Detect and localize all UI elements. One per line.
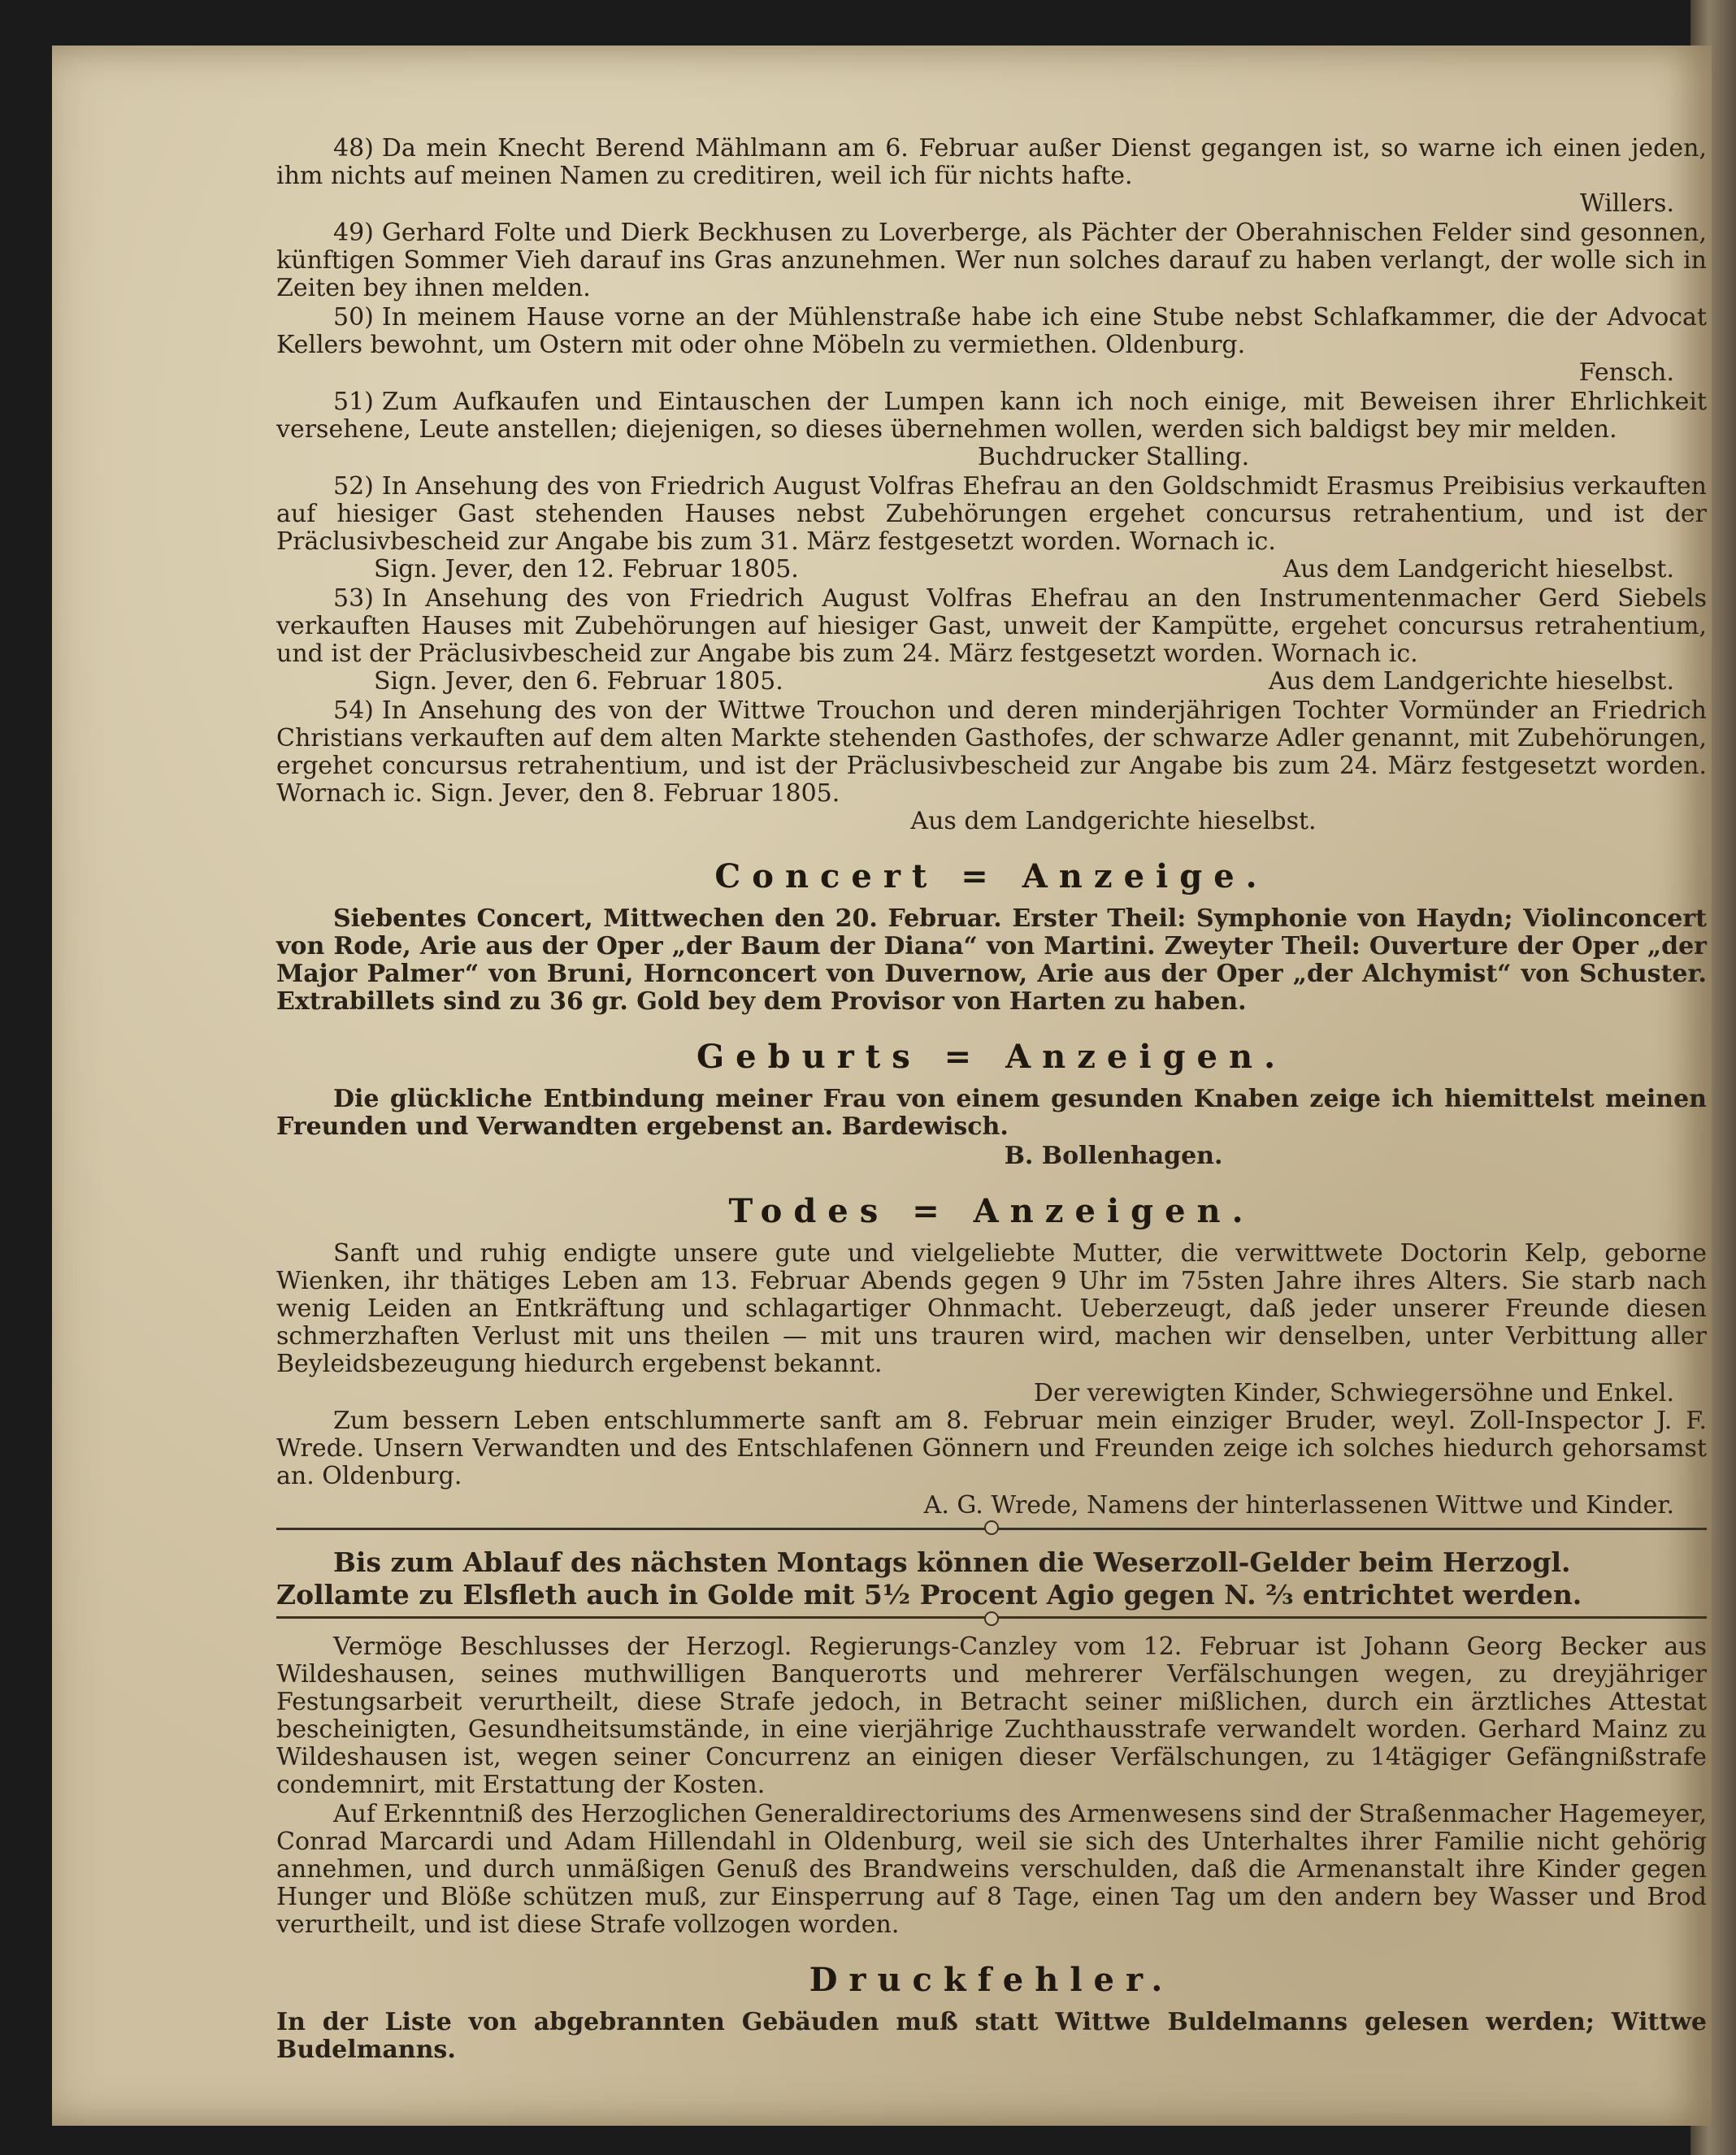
notice-signature-row xyxy=(276,556,1707,583)
notice-51 xyxy=(276,388,1707,471)
notice-53 xyxy=(276,585,1707,696)
errata-heading: Druckfehler. xyxy=(809,1961,1174,1999)
death-heading: Todes = Anzeigen. xyxy=(728,1192,1255,1230)
government-notice-2: Auf Erkenntniß des Herzoglichen Generaldirectoriums des Armenwesens sind der Straßenmacher Hagemeyer, Conrad Marcardi und Adam Hillendahl in Oldenburg, weil sie sich des Unterhaltes ihrer Familie nicht gehörig annehmen, und durch unmäßigen Genuß des Brandweins verschulden, daß die Armenanstalt ihre Kinder gegen Hunger und Blöße schützen muß, zur Einsperrung auf 8 Tage, einen Tag um den andern bey Wasser und Brod verurtheilt, und ist diese Strafe vollzogen worden. xyxy=(276,1800,1707,1939)
page-content xyxy=(276,135,1707,2066)
notice-text: In Ansehung des von der Wittwe Trouchon und deren minderjährigen Tochter Vormünder an Friedrich Christians verkauften auf dem alten Markte stehenden Gasthofes, der schwarze Adler genannt, mit Zubehörungen, ergehet concursus retrahentium, und ist der Präclusivbescheid zur Angabe bis zum 24. März festgesetzt worden. Wornach ic. Sign. Jever, den 8. Februar 1805. xyxy=(276,696,1707,808)
notice-54 xyxy=(276,697,1707,835)
divider-rule xyxy=(276,1616,1707,1619)
notice-text: Gerhard Folte und Dierk Beckhusen zu Loverberge, als Pächter der Oberahnischen Felder sind gesonnen, künftigen Sommer Vieh darauf ins Gras anzunehmen. Wer nun solches darauf zu haben verlangt, der wolle sich in Zeiten bey ihnen melden. xyxy=(276,219,1707,302)
death-notice-2: Zum bessern Leben entschlummerte sanft am 8. Februar mein einziger Bruder, weyl. Zoll-Inspector J. F. Wrede. Unsern Verwandten und des Entschlafenen Gönnern und Freunden zeige ich solches hiedurch gehorsamst an. Oldenburg. xyxy=(276,1407,1707,1490)
notice-number: 51) xyxy=(333,388,374,416)
death-notice-2-signature: A. G. Wrede, Namens der hinterlassenen Wittwe und Kinder. xyxy=(923,1491,1674,1520)
government-notice-1: Vermöge Beschlusses der Herzogl. Regierungs-Canzley vom 12. Februar ist Johann Georg Becker aus Wildeshausen, seines muthwilligen Banqueroтts und mehrerer Verfälschungen wegen, zu dreyjähriger Festungsarbeit verurtheilt, diese Strafe jedoch, in Betracht seiner mißlichen, durch ein ärztliches Attestat bescheinigten, Gesundheitsumstände, in eine vierjährige Zuchthausstrafe verwandelt worden. Gerhard Mainz zu Wildeshausen ist, wegen seiner Concurrenz an einigen dieser Verfälschungen, zu 14tägiger Gefängnißstrafe condemnirt, mit Erstattung der Kosten. xyxy=(276,1633,1707,1799)
notice-signature: Aus dem Landgerichte hieselbst. xyxy=(1268,667,1674,696)
errata-text: In der Liste von abgebrannten Gebäuden muß statt Wittwe Buldelmanns gelesen werden; Wittwe Budelmanns. xyxy=(276,2008,1707,2064)
notice-number: 48) xyxy=(333,134,374,163)
notice-text: Zum Aufkaufen und Eintauschen der Lumpen kann ich noch einige, mit Beweisen ihrer Ehrlichkeit versehene, Leute anstellen; diejenigen, so dieses übernehmen wollen, werden sich baldigst bey mir melden. xyxy=(276,388,1707,444)
newspaper-page xyxy=(52,46,1712,2126)
birth-text: Die glückliche Entbindung meiner Frau von einem gesunden Knaben zeige ich hiemittelst meinen Freunden und Verwandten ergebenst an. Bardewisch. xyxy=(276,1085,1707,1141)
birth-heading: Geburts = Anzeigen. xyxy=(697,1038,1287,1076)
notice-number: 54) xyxy=(333,696,374,725)
divider-ornament xyxy=(984,1611,999,1626)
notice-signature: Aus dem Landgericht hieselbst. xyxy=(1282,555,1674,583)
concert-text: Siebentes Concert, Mittwechen den 20. Februar. Erster Theil: Symphonie von Haydn; Violinconcert von Rode, Arie aus der Oper „der Baum der Diana“ von Martini. Zweyter Theil: Ouverture der Oper „der Major Palmer“ von Bruni, Hornconcert von Duvernow, Arie aus der Oper „der Alchymist“ von Schuster. Extrabillets sind zu 36 gr. Gold bey dem Provisor von Harten zu haben. xyxy=(276,904,1707,1016)
divider-ornament xyxy=(984,1520,999,1535)
divider-rule xyxy=(276,1528,1707,1540)
notice-signature-row xyxy=(276,668,1707,696)
notice-date: Sign. Jever, den 12. Februar 1805. xyxy=(374,555,799,583)
notice-50 xyxy=(276,304,1707,387)
notice-text: Da mein Knecht Berend Mählmann am 6. Februar außer Dienst gegangen ist, so warne ich einen jeden, ihm nichts auf meinen Namen zu creditiren, weil ich für nichts hafte. xyxy=(276,134,1707,190)
notice-text: In Ansehung des von Friedrich August Volfras Ehefrau an den Goldschmidt Erasmus Preibisius verkauften auf hiesiger Gast stehenden Hauses nebst Zubehörungen ergehet concursus retrahentium, und ist der Präclusivbescheid zur Angabe bis zum 31. März festgesetzt worden. Wornach ic. xyxy=(276,472,1707,556)
notice-number: 50) xyxy=(333,303,374,332)
notice-49 xyxy=(276,219,1707,302)
notice-date: Sign. Jever, den 6. Februar 1805. xyxy=(374,667,783,696)
notice-text: In meinem Hause vorne an der Mühlenstraße habe ich eine Stube nebst Schlafkammer, die der Advocat Kellers bewohnt, um Ostern mit oder ohne Möbeln zu vermiethen. Oldenburg. xyxy=(276,303,1707,359)
concert-heading: Concert = Anzeige. xyxy=(714,857,1269,895)
notice-signature: Aus dem Landgerichte hieselbst. xyxy=(910,807,1317,835)
notice-text: In Ansehung des von Friedrich August Volfras Ehefrau an den Instrumentenmacher Gerd Siebels verkauften Hauses mit Zubehörungen auf hiesiger Gast, unweit der Kampütte, ergehet concursus retrahentium, und ist der Präclusivbescheid zur Angabe bis zum 24. März festgesetzt worden. Wornach ic. xyxy=(276,584,1707,668)
notice-number: 52) xyxy=(333,472,374,501)
notice-signature: Fensch. xyxy=(1578,358,1674,387)
birth-signature: B. Bollenhagen. xyxy=(1004,1142,1223,1170)
notice-signature: Willers. xyxy=(1579,189,1674,218)
notice-signature: Buchdrucker Stalling. xyxy=(977,443,1250,471)
death-notice-1-signature: Der verewigten Kinder, Schwiegersöhne und Enkel. xyxy=(1033,1379,1674,1407)
notice-number: 49) xyxy=(333,219,374,247)
death-notice-1: Sanft und ruhig endigte unsere gute und vielgeliebte Mutter, die verwittwete Doctorin Kelp, geborne Wienken, ihr thätiges Leben am 13. Februar Abends gegen 9 Uhr im 75sten Jahre ihres Alters. Sie starb nach wenig Leiden an Entkräftung und schlagartiger Ohnmacht. Ueberzeugt, daß jeder unserer Freunde diesen schmerzhaften Verlust mit uns theilen — mit uns trauren wird, machen wir denselben, unter Verbittung aller Beyleidsbezeugung hiedurch ergebenst bekannt. xyxy=(276,1239,1707,1378)
notice-number: 53) xyxy=(333,584,374,613)
notice-52 xyxy=(276,473,1707,583)
weserzoll-notice: Bis zum Ablauf des nächsten Montags können die Weserzoll-Gelder beim Herzogl. Zollamte zu Elsfleth auch in Golde mit 5½ Procent Agio gegen N. ⅔ entrichtet werden. xyxy=(276,1546,1582,1611)
notice-48 xyxy=(276,135,1707,218)
